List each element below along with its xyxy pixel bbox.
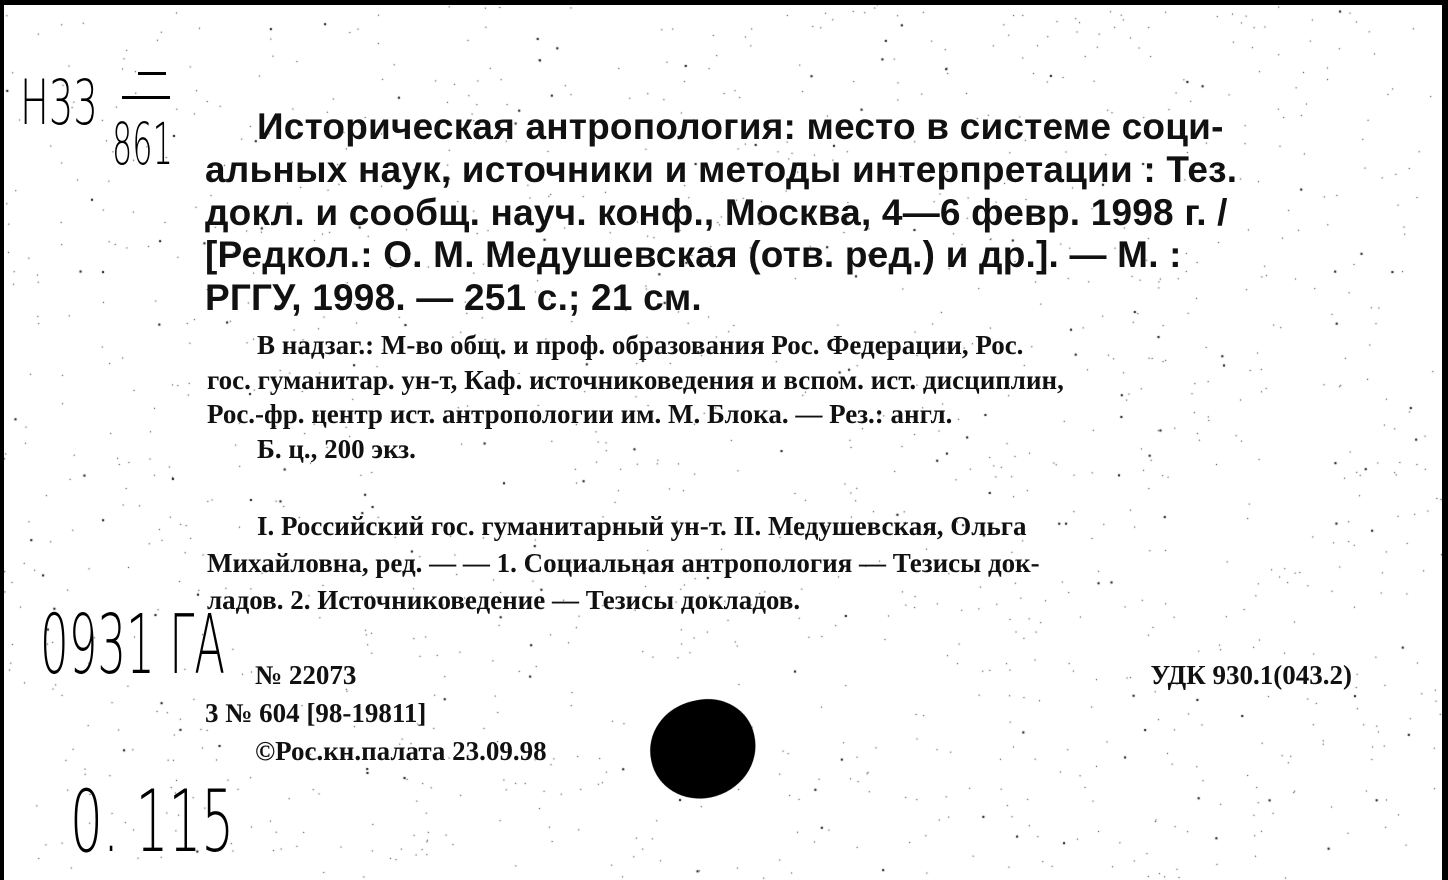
title-line: Историческая антропология: место в системе соци- — [257, 106, 1224, 147]
scan-border-right — [1442, 0, 1448, 880]
note-line: В надзаг.: М-во общ. и проф. образования Рос. Федерации, Рос. — [257, 330, 1024, 360]
call-number-fraction-bar — [122, 96, 170, 99]
tracing-block — [207, 508, 1353, 619]
inventory-code: 0931 ГА — [40, 598, 226, 693]
call-number-main: Н33 — [20, 66, 98, 139]
tracing-line: I. Российский гос. гуманитарный ун-т. II. Медушевская, Ольга — [257, 511, 1027, 541]
imprint-block — [205, 656, 547, 770]
title-line: [Редкол.: О. М. Медушевская (отв. ред.) и др.]. — М. : — [205, 234, 1182, 276]
title-line: докл. и сообщ. науч. конф., Москва, 4—6 февр. 1998 г. / — [205, 191, 1228, 233]
chamber-number: 3 № 604 [98-19811] — [205, 698, 427, 728]
call-number-sub: 861 — [112, 110, 173, 178]
call-number-dash — [138, 72, 166, 75]
title-line: альных наук, источники и методы интерпретации : Тез. — [205, 148, 1238, 190]
scan-border-left — [0, 0, 4, 880]
note-line: Рос.-фр. центр ист. антропологии им. М. Блока. — Рез.: англ. — [207, 399, 953, 429]
record-number: № 22073 — [255, 660, 357, 690]
tracing-line: Михайловна, ред. — — 1. Социальная антропология — Тезисы док- — [207, 548, 1040, 578]
bibliographic-title — [205, 106, 1353, 320]
tracing-line: ладов. 2. Источниковедение — Тезисы докладов. — [207, 585, 801, 615]
shelf-number: 0. 115 — [70, 772, 235, 872]
notes-block — [207, 328, 1353, 466]
udc-code: УДК 930.1(043.2) — [1150, 660, 1352, 690]
scan-border-top — [0, 0, 1448, 5]
title-line: РГГУ, 1998. — 251 с.; 21 см. — [205, 277, 702, 319]
note-line: Б. ц., 200 экз. — [257, 433, 416, 464]
note-line: гос. гуманитар. ун-т, Каф. источниковедения и вспом. ист. дисциплин, — [207, 364, 1064, 395]
copyright-line: ©Рос.кн.палата 23.09.98 — [255, 736, 547, 766]
